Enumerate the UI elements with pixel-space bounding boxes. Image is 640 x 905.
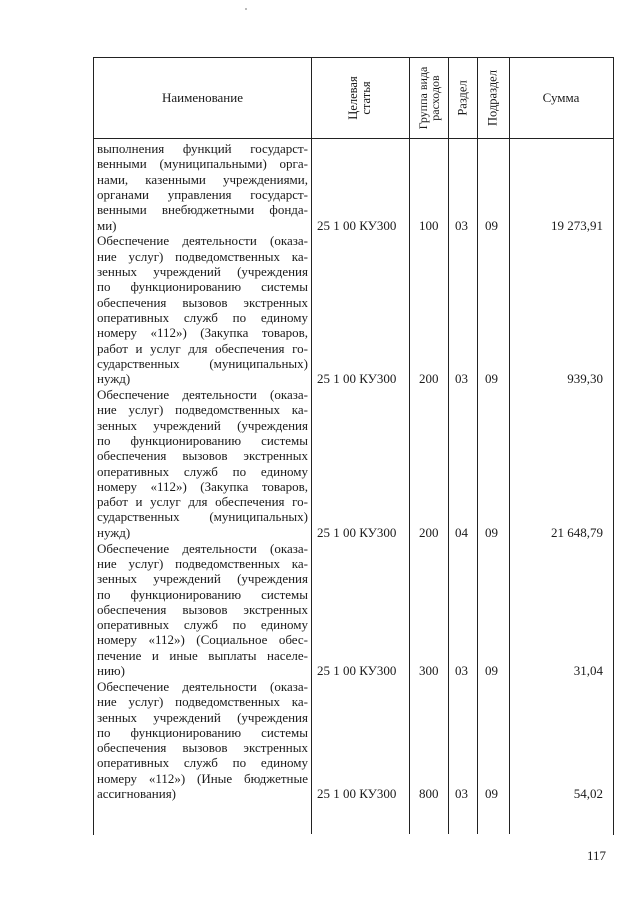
column-divider [448, 57, 449, 834]
row-name-line: венными внебюджетными фонда- [97, 202, 308, 218]
row-target-article: 25 1 00 КУ300 [317, 217, 397, 233]
row-subsection: 09 [485, 786, 498, 801]
row-name-line: обеспечения вызовов экстренных [97, 448, 308, 464]
row-subsection: 09 [485, 371, 498, 387]
row-target-article: 25 1 00 КУ300 [317, 524, 397, 540]
row-name-line: ние услуг) подведомственных ка- [97, 402, 308, 418]
row-section: 03 [455, 371, 468, 387]
row-subsection: 09 [485, 217, 498, 233]
row-name-line: оперативных служб по единому [97, 617, 308, 633]
row-name-line: печение и иные выплаты населе- [97, 647, 308, 663]
row-name-line: зенных учреждений (учреждения [97, 417, 308, 433]
row-subsection: 09 [485, 524, 498, 540]
row-name-line: номеру «112») (Закупка товаров, [97, 478, 308, 494]
row-name-line: номеру «112») (Социальное обес- [97, 632, 308, 648]
row-name-line: нию) [97, 663, 125, 678]
header-subsection: Подраздел [485, 70, 500, 126]
row-name-line: нами, казенными учреждениями, [97, 171, 308, 187]
row-section: 03 [455, 786, 468, 801]
row-sum: 939,30 [567, 371, 603, 387]
row-section: 03 [455, 663, 468, 678]
row-target-article: 25 1 00 КУ300 [317, 663, 397, 678]
row-name-line: нужд) [97, 371, 131, 387]
header-name: Наименование [162, 90, 243, 105]
column-divider [477, 57, 478, 834]
row-section: 04 [455, 524, 468, 540]
row-name-line: зенных учреждений (учреждения [97, 571, 308, 587]
row-expense-group: 300 [419, 663, 439, 678]
row-name-line: Обеспечение деятельности (оказа- [97, 233, 308, 249]
row-name-line: ми) [97, 217, 117, 233]
row-name-line: обеспечения вызовов экстренных [97, 294, 308, 310]
header-section: Раздел [455, 80, 470, 116]
row-name-line: зенных учреждений (учреждения [97, 264, 308, 279]
row-expense-group: 200 [419, 524, 439, 540]
row-sum: 21 648,79 [551, 524, 603, 540]
row-name-line: Обеспечение деятельности (оказа- [97, 678, 308, 694]
column-divider [311, 57, 312, 834]
row-name-line: Обеспечение деятельности (оказа- [97, 387, 308, 402]
header-target-article: Целевая статья [346, 76, 373, 120]
row-name-line: по функционированию системы [97, 586, 308, 602]
row-name-line: оперативных служб по единому [97, 463, 308, 479]
row-sum: 19 273,91 [551, 217, 603, 233]
row-name-line: обеспечения вызовов экстренных [97, 601, 308, 617]
row-subsection: 09 [485, 663, 498, 678]
header-expense-group: Группа вида расходов [416, 66, 442, 130]
row-name-line: номеру «112») (Закупка товаров, [97, 325, 308, 341]
row-name-line: сударственных (муниципальных) [97, 355, 308, 371]
row-name-line: обеспечения вызовов экстренных [97, 740, 308, 756]
row-sum: 54,02 [573, 786, 603, 801]
row-name-line: сударственных (муниципальных) [97, 509, 308, 525]
row-name-line: оперативных служб по единому [97, 309, 308, 325]
row-name-line: венными (муниципальными) орга- [97, 156, 308, 172]
page-number: 117 [587, 848, 607, 863]
row-name-line: ассигнования) [97, 786, 177, 801]
row-name-line: номеру «112») (Иные бюджетные [97, 770, 308, 786]
row-name-line: зенных учреждений (учреждения [97, 709, 308, 725]
header-sum: Сумма [542, 90, 580, 105]
row-name-line: Обеспечение деятельности (оказа- [97, 540, 308, 556]
row-name-line: ние услуг) подведомственных ка- [97, 694, 308, 710]
row-section: 03 [455, 217, 468, 233]
row-name-line: нужд) [97, 524, 131, 540]
row-sum: 31,04 [573, 663, 603, 678]
row-name-line: ние услуг) подведомственных ка- [97, 555, 308, 571]
row-expense-group: 800 [419, 786, 439, 801]
row-name-line: по функционированию системы [97, 432, 308, 448]
column-divider [409, 57, 410, 834]
row-name-line: выполнения функций государст- [97, 141, 308, 156]
row-name-line: работ и услуг для обеспечения го- [97, 340, 308, 356]
row-name-line: оперативных служб по единому [97, 755, 308, 771]
row-target-article: 25 1 00 КУ300 [317, 371, 397, 387]
row-name-line: по функционированию системы [97, 279, 308, 295]
row-target-article: 25 1 00 КУ300 [317, 786, 397, 801]
row-expense-group: 200 [419, 371, 439, 387]
row-name-line: по функционированию системы [97, 724, 308, 740]
column-divider [509, 57, 510, 834]
scan-speck [245, 8, 247, 10]
header-divider [93, 138, 613, 139]
row-name-line: органами управления государст- [97, 186, 308, 202]
row-name-line: ние услуг) подведомственных ка- [97, 248, 308, 264]
row-name-line: работ и услуг для обеспечения го- [97, 494, 308, 510]
row-expense-group: 100 [419, 217, 439, 233]
